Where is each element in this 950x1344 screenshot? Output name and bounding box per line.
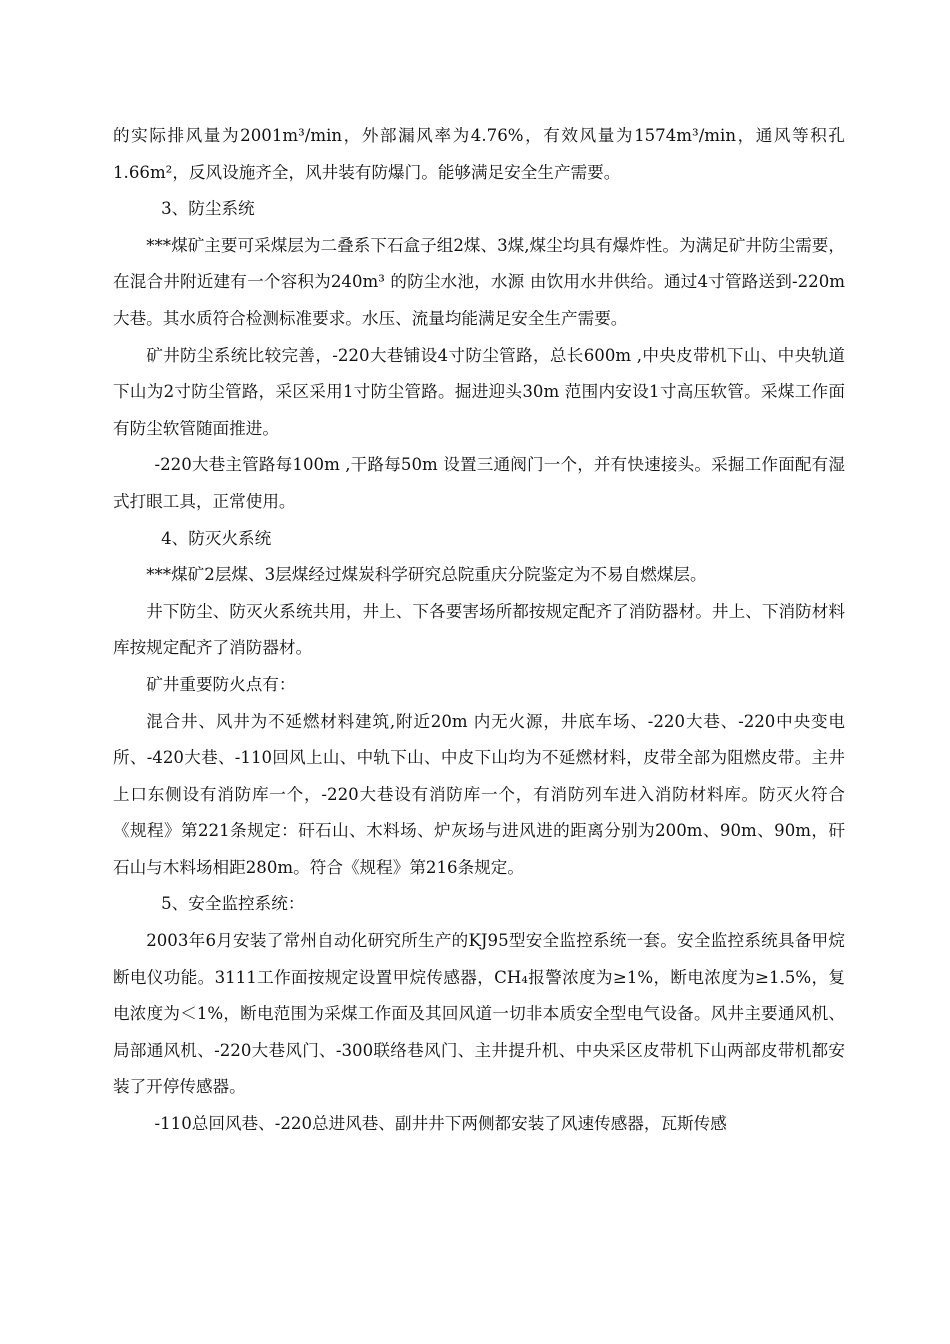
heading-safety-monitoring: 5、安全监控系统： <box>161 894 305 914</box>
paragraph-fire-points-intro: 矿井重要防火点有： <box>146 674 296 694</box>
paragraph-dust-pipeline: 矿井防尘系统比较完善，-220大巷铺设4寸防尘管路，总长600m ,中央皮带机下山、中央轨道下山为2寸防尘管路，采区采用1寸防尘管路。掘进迎头30m 范围内安设1寸高压软管。采煤工作面有防尘软管随面推进。 <box>113 345 845 438</box>
paragraph-ventilation-summary: 的实际排风量为2001m³/min，外部漏风率为4.76%，有效风量为1574m³/min，通风等积孔1.66m²，反风设施齐全，风井装有防爆门。能够满足安全生产需要。 <box>113 126 845 182</box>
heading-fire-prevention: 4、防灭火系统 <box>161 528 272 548</box>
document-page <box>113 118 845 1143</box>
paragraph-dust-valves: -220大巷主管路每100m ,干路每50m 设置三通阀门一个，并有快速接头。采掘工作面配有湿式打眼工具，正常使用。 <box>113 455 845 511</box>
paragraph-monitoring-system: 2003年6月安装了常州自动化研究所生产的KJ95型安全监控系统一套。安全监控系统具备甲烷断电仪功能。3111工作面按规定设置甲烷传感器，CH₄报警浓度为≥1%，断电浓度为≥1.5%，复电浓度为＜1%，断电范围为采煤工作面及其回风道一切非本质安全型电气设备。风井主要通风机、局部通风机、-220大巷风门、-300联络巷风门、主井提升机、中央采区皮带机下山两部皮带机都安装了开停传感器。 <box>113 931 845 1097</box>
paragraph-fire-points-detail: 混合井、风井为不延燃材料建筑,附近20m 内无火源，井底车场、-220大巷、-220中央变电所、-420大巷、-110回风上山、中轨下山、中皮下山均为不延燃材料，皮带全部为阻燃皮带。主井上口东侧设有消防库一个，-220大巷设有消防库一个，有消防列车进入消防材料库。防灭火符合《规程》第221条规定：矸石山、木料场、炉灰场与进风进的距离分别为200m、90m、90m，矸石山与木料场相距280m。符合《规程》第216条规定。 <box>113 711 845 877</box>
paragraph-dust-water-supply: ***煤矿主要可采煤层为二叠系下石盒子组2煤、3煤,煤尘均具有爆炸性。为满足矿井防尘需要，在混合井附近建有一个容积为240m³ 的防尘水池，水源 由饮用水井供给。通过4寸管路送到-220m大巷。其水质符合检测标准要求。水压、流量均能满足安全生产需要。 <box>113 235 845 328</box>
paragraph-sensors: -110总回风巷、-220总进风巷、副井井下两侧都安装了风速传感器，瓦斯传感 <box>154 1114 727 1134</box>
heading-dust-prevention: 3、防尘系统 <box>161 199 255 219</box>
paragraph-coal-seam-assessment: ***煤矿2层煤、3层煤经过煤炭科学研究总院重庆分院鉴定为不易自燃煤层。 <box>146 565 707 585</box>
paragraph-fire-equipment: 井下防尘、防灭火系统共用，井上、下各要害场所都按规定配齐了消防器材。井上、下消防材料库按规定配齐了消防器材。 <box>113 601 845 658</box>
